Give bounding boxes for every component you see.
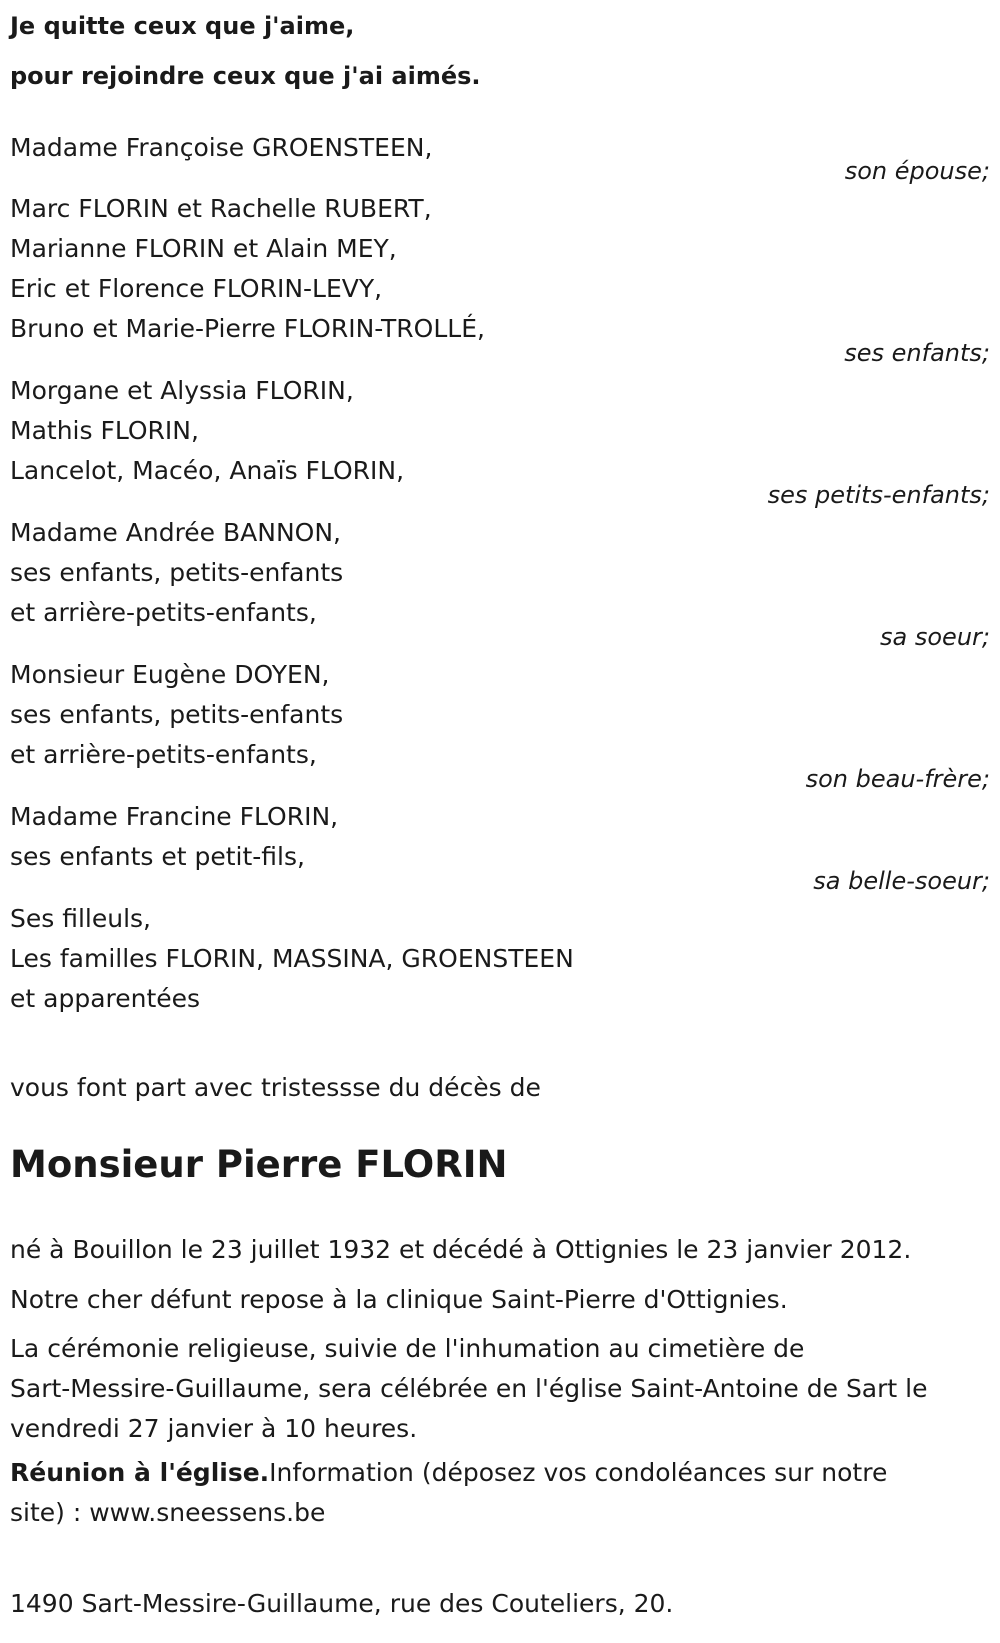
- meeting-website-line: site) : www.sneessens.be: [10, 1498, 326, 1527]
- birth-death-details: [10, 1230, 990, 1270]
- family-group-grandchildren: [10, 371, 990, 509]
- family-group-children: [10, 189, 990, 367]
- family-line: Monsieur Eugène DOYEN,: [10, 660, 330, 689]
- rest-location: [10, 1280, 990, 1320]
- family-group-sister: [10, 513, 990, 651]
- relation-label: sa soeur;: [880, 623, 990, 651]
- family-line: Marc FLORIN et Rachelle RUBERT,: [10, 194, 432, 223]
- family-line: Lancelot, Macéo, Anaïs FLORIN,: [10, 456, 405, 485]
- family-line: et arrière-petits-enfants,: [10, 740, 317, 769]
- meeting-line: [10, 1453, 990, 1493]
- family-line: ses enfants, petits-enfants: [10, 700, 344, 729]
- relation-label: son beau-frère;: [805, 765, 990, 793]
- family-line: Les familles FLORIN, MASSINA, GROENSTEEN: [10, 944, 574, 973]
- address: 1490 Sart-Messire-Guillaume, rue des Couteliers, 20.: [10, 1589, 674, 1618]
- relation-label: son épouse;: [844, 157, 990, 185]
- ceremony-details: [10, 1329, 990, 1449]
- rest-line: Notre cher défunt repose à la clinique Saint-Pierre d'Ottignies.: [10, 1285, 788, 1314]
- family-line: Eric et Florence FLORIN-LEVY,: [10, 274, 383, 303]
- relation-label: ses petits-enfants;: [767, 481, 990, 509]
- ceremony-line: Sart-Messire-Guillaume, sera célébrée en l'église Saint-Antoine de Sart le: [10, 1374, 928, 1403]
- relation-label: ses enfants;: [844, 339, 990, 367]
- family-line: Ses filleuls,: [10, 904, 152, 933]
- quote-line-2: pour rejoindre ceux que j'ai aimés.: [10, 62, 481, 90]
- announcement-intro: vous font part avec tristessse du décès de: [10, 1073, 541, 1102]
- family-group-godchildren: [10, 899, 990, 1019]
- birth-death-line: né à Bouillon le 23 juillet 1932 et décédé à Ottignies le 23 janvier 2012.: [10, 1235, 912, 1264]
- family-line: et apparentées: [10, 984, 201, 1013]
- relation-label: sa belle-soeur;: [813, 867, 990, 895]
- family-line: Bruno et Marie-Pierre FLORIN-TROLLÉ,: [10, 314, 485, 343]
- family-group-sister-in-law: [10, 797, 990, 895]
- family-line: ses enfants, petits-enfants: [10, 558, 344, 587]
- family-line: Mathis FLORIN,: [10, 416, 199, 445]
- ceremony-line: vendredi 27 janvier à 10 heures.: [10, 1414, 418, 1443]
- family-line: Madame Francine FLORIN,: [10, 802, 339, 831]
- quote-line-1: Je quitte ceux que j'aime,: [10, 12, 355, 40]
- meeting-text: Information (déposez vos condoléances sur notre: [269, 1458, 888, 1487]
- family-group-spouse: [10, 128, 990, 185]
- family-line: Madame Françoise GROENSTEEN,: [10, 133, 433, 162]
- family-line: Madame Andrée BANNON,: [10, 518, 341, 547]
- family-line: Morgane et Alyssia FLORIN,: [10, 376, 354, 405]
- meeting-bold-text: Réunion à l'église.: [10, 1458, 270, 1487]
- family-group-brother-in-law: [10, 655, 990, 793]
- ceremony-line: La cérémonie religieuse, suivie de l'inhumation au cimetière de: [10, 1334, 805, 1363]
- family-line: Marianne FLORIN et Alain MEY,: [10, 234, 397, 263]
- family-line: et arrière-petits-enfants,: [10, 598, 317, 627]
- deceased-name: Monsieur Pierre FLORIN: [10, 1143, 508, 1186]
- family-line: ses enfants et petit-fils,: [10, 842, 305, 871]
- meeting-info: [10, 1453, 990, 1533]
